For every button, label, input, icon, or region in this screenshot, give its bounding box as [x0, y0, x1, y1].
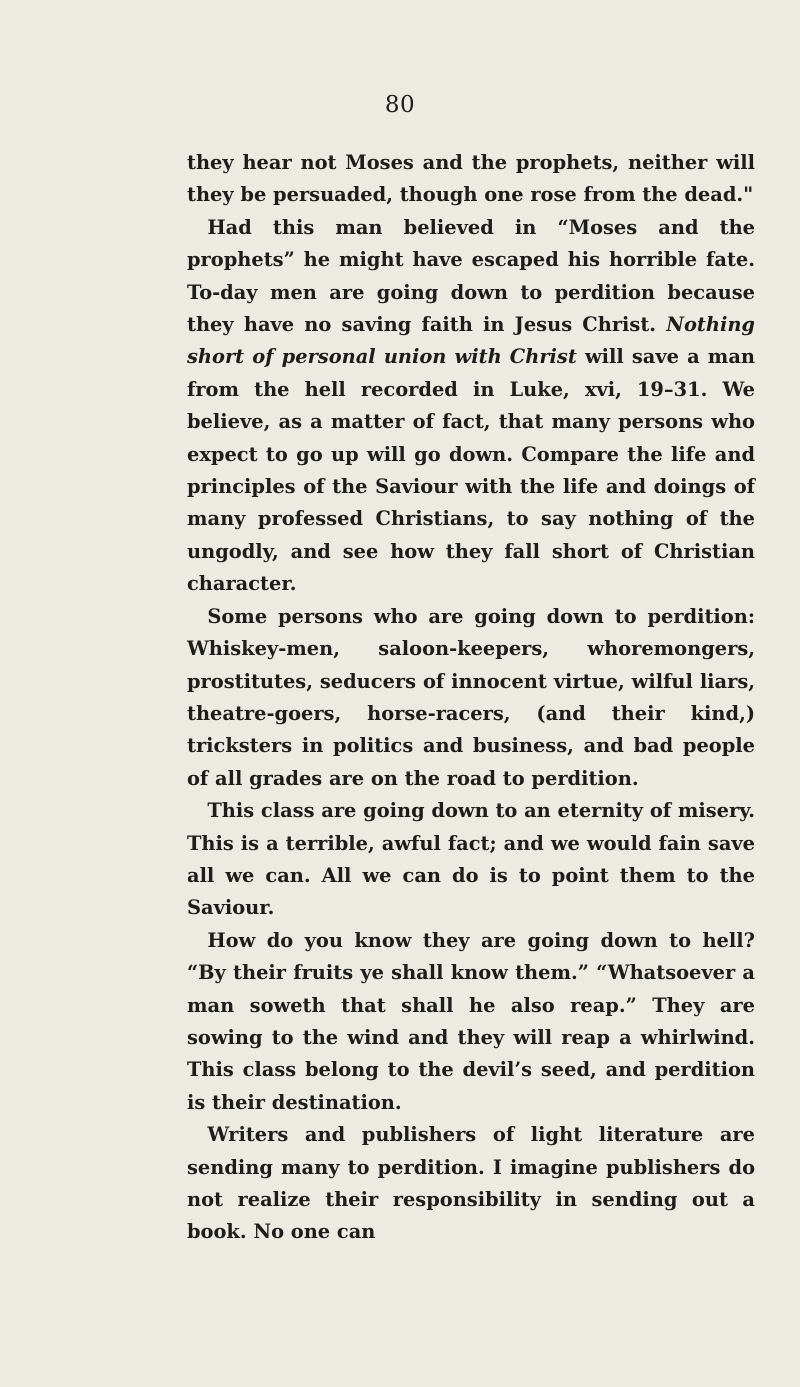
emphasized-text: Nothing short of personal union with Christ: [187, 313, 755, 369]
paragraph-eternity: This class are going down to an eternity of misery. This is a terrible, awful fact; and we would fain save all we can. All we can do is to point them to the Saviour.: [187, 799, 755, 920]
paragraph-fruits: How do you know they are going down to hell? “By their fruits ye shall know them.” “Whatsoever a man soweth that shall he also reap.” They are sowing to the wind and they will reap a whirlwind. This class belong to the devil’s seed, and perdition is their destination.: [187, 928, 755, 1114]
paragraph-moses-prophets: [187, 212, 755, 601]
paragraph-text: will save a man from the hell recorded in Luke, xvi, 19–31. We believe, as a matter of fact, that many persons who expect to go up will go down. Compare the life and principles of the Saviour with the life and doings of many professed Christians, to say nothing of the ungodly, and see how they fall short of Christian character.: [187, 345, 755, 596]
body-text: [187, 147, 755, 1249]
page-number: 80: [384, 92, 416, 118]
paragraph-perdition-list: Some persons who are going down to perdition: Whiskey-men, saloon-keepers, whoremongers, prostitutes, seducers of innocent virtue, wilful liars, theatre-goers, horse-racers, (and their kind,) tricksters in politics and business, and bad people of all grades are on the road to perdition.: [187, 604, 755, 790]
paragraph-text: Had this man believed in “Moses and the prophets” he might have escaped his horrible fate. To-day men are going down to perdition because they have no saving faith in Jesus Christ.: [187, 215, 755, 337]
paragraph-publishers: Writers and publishers of light literature are sending many to perdition. I imagine publishers do not realize their responsibility in sending out a book. No one can: [187, 1123, 755, 1244]
paragraph-continuation: they hear not Moses and the prophets, neither will they be persuaded, though one rose from the dead.": [187, 151, 755, 207]
